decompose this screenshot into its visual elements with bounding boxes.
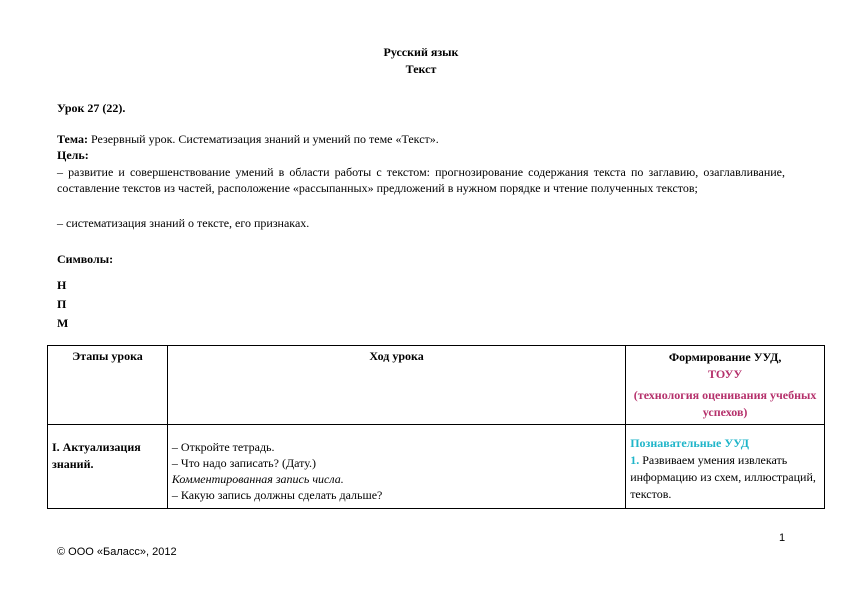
copyright-footer: © ООО «Баласс», 2012 bbox=[57, 546, 177, 558]
symbol-m: М bbox=[57, 316, 69, 330]
uud-item: 1. Развиваем умения извлекать информацию из схем, иллюстраций, текстов. bbox=[630, 453, 816, 501]
header-stages: Этапы урока bbox=[48, 346, 168, 425]
table-row bbox=[48, 425, 825, 509]
lesson-number: Урок 27 (22). bbox=[57, 101, 126, 115]
flow-line-2: – Что надо записать? (Дату.) bbox=[171, 456, 317, 470]
flow-line-1: – Откройте тетрадь. bbox=[171, 440, 275, 454]
theme-text: Резервный урок. Систематизация знаний и умений по теме «Текст». bbox=[87, 132, 439, 146]
topic-title: Текст bbox=[405, 62, 437, 76]
uud-title: Познавательные УУД bbox=[630, 436, 749, 450]
page-number: 1 bbox=[779, 532, 786, 544]
table-header-row bbox=[48, 346, 825, 425]
toyy-label: ТОУУ bbox=[708, 367, 743, 381]
lesson-theme bbox=[57, 131, 785, 147]
stage-cell: I. Актуализация знаний. bbox=[48, 425, 168, 509]
header-uud: Формирование УУД, ТОУУ (технология оценивания учебных успехов) bbox=[626, 346, 825, 425]
lesson-table bbox=[47, 345, 825, 509]
theme-label: Тема: bbox=[57, 132, 88, 146]
uud-cell bbox=[626, 425, 825, 509]
flow-line-4: – Какую запись должны сделать дальше? bbox=[171, 488, 383, 502]
symbol-n: Н bbox=[57, 278, 67, 292]
subject-title: Русский язык bbox=[383, 45, 459, 59]
toyy-description: (технология оценивания учебных успехов) bbox=[633, 388, 817, 419]
flow-line-3: Комментированная запись числа. bbox=[171, 472, 344, 486]
header-lesson-flow: Ход урока bbox=[167, 346, 625, 425]
symbols-label: Символы: bbox=[57, 252, 114, 266]
symbol-p: П bbox=[57, 297, 67, 311]
goal-label: Цель: bbox=[57, 148, 89, 162]
goal-item-2: – систематизация знаний о тексте, его признаках. bbox=[57, 216, 310, 230]
lesson-flow-cell bbox=[167, 425, 625, 509]
goal-item-1: – развитие и совершенствование умений в области работы с текстом: прогнозирование содержания текста по заглавию, озаглавливание, составление текстов из частей, расположение «рассыпанных» предложений в нужном порядке и чтение полученных текстов; bbox=[57, 165, 785, 195]
